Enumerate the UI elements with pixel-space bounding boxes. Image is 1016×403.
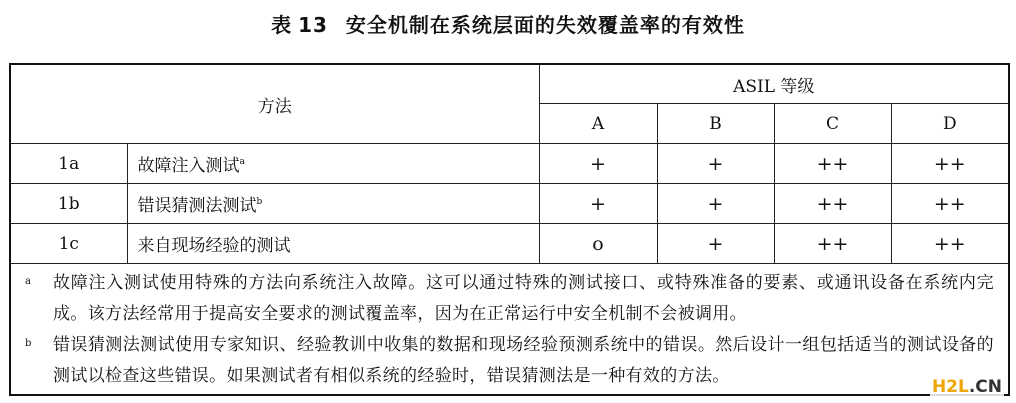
- value-cell-a: +: [539, 144, 657, 184]
- value-cell-b: +: [657, 184, 774, 224]
- watermark-part1: H2L: [931, 377, 969, 397]
- footnote-mark: b: [25, 338, 32, 349]
- grade-header-a: A: [539, 104, 657, 144]
- value-cell-c: ++: [774, 184, 891, 224]
- grade-header-b: B: [657, 104, 774, 144]
- value-cell-d: ++: [891, 184, 1009, 224]
- grade-header-c: C: [774, 104, 891, 144]
- asil-header: ASIL 等级: [539, 64, 1009, 104]
- method-name-text: 来自现场经验的测试: [137, 236, 291, 256]
- footnote-ref: b: [256, 197, 263, 207]
- row-method-name: [127, 224, 539, 264]
- value-cell-d: ++: [891, 144, 1009, 184]
- watermark-part2: .CN: [968, 377, 1002, 397]
- footnote-text: 故障注入测试使用特殊的方法向系统注入故障。这可以通过特殊的测试接口、或特殊准备的要素、或通讯设备在系统内完成。该方法经常用于提高安全要求的测试覆盖率，因为在正常运行中安全机制不会被调用。: [53, 273, 995, 324]
- value-cell-a: +: [539, 184, 657, 224]
- table-row: [10, 144, 1009, 184]
- site-watermark: [930, 377, 1004, 397]
- row-method-name: [127, 184, 539, 224]
- value-cell-c: ++: [774, 144, 891, 184]
- table-title: [0, 9, 1016, 38]
- method-header: 方法: [10, 64, 539, 144]
- value-cell-a: o: [539, 224, 657, 264]
- value-cell-b: +: [657, 144, 774, 184]
- value-cell-c: ++: [774, 224, 891, 264]
- value-cell-d: ++: [891, 224, 1009, 264]
- footnote-a: [25, 268, 995, 330]
- value-cell-b: +: [657, 224, 774, 264]
- method-name-text: 故障注入测试: [137, 156, 240, 176]
- table-title-number: 13: [298, 13, 328, 37]
- row-method-name: [127, 144, 539, 184]
- row-id: 1a: [10, 144, 127, 184]
- grade-header-d: D: [891, 104, 1009, 144]
- method-name-text: 错误猜测法测试: [137, 196, 257, 216]
- footnotes: [10, 264, 1009, 396]
- row-id: 1b: [10, 184, 127, 224]
- table-title-text: 安全机制在系统层面的失效覆盖率的有效性: [345, 13, 745, 37]
- footnote-b: [25, 330, 995, 392]
- notes-row: [10, 264, 1009, 396]
- footnote-mark: a: [25, 276, 31, 287]
- footnote-ref: a: [239, 157, 245, 167]
- row-id: 1c: [10, 224, 127, 264]
- table-row: [10, 184, 1009, 224]
- table-title-prefix: 表: [271, 13, 293, 37]
- footnote-text: 错误猜测法测试使用专家知识、经验教训中收集的数据和现场经验预测系统中的错误。然后设计一组包括适当的测试设备的测试以检查这些错误。如果测试者有相似系统的经验时，错误猜测法是一种有效的方法。: [53, 335, 995, 386]
- asil-effectiveness-table: [9, 63, 1010, 396]
- table-row: [10, 224, 1009, 264]
